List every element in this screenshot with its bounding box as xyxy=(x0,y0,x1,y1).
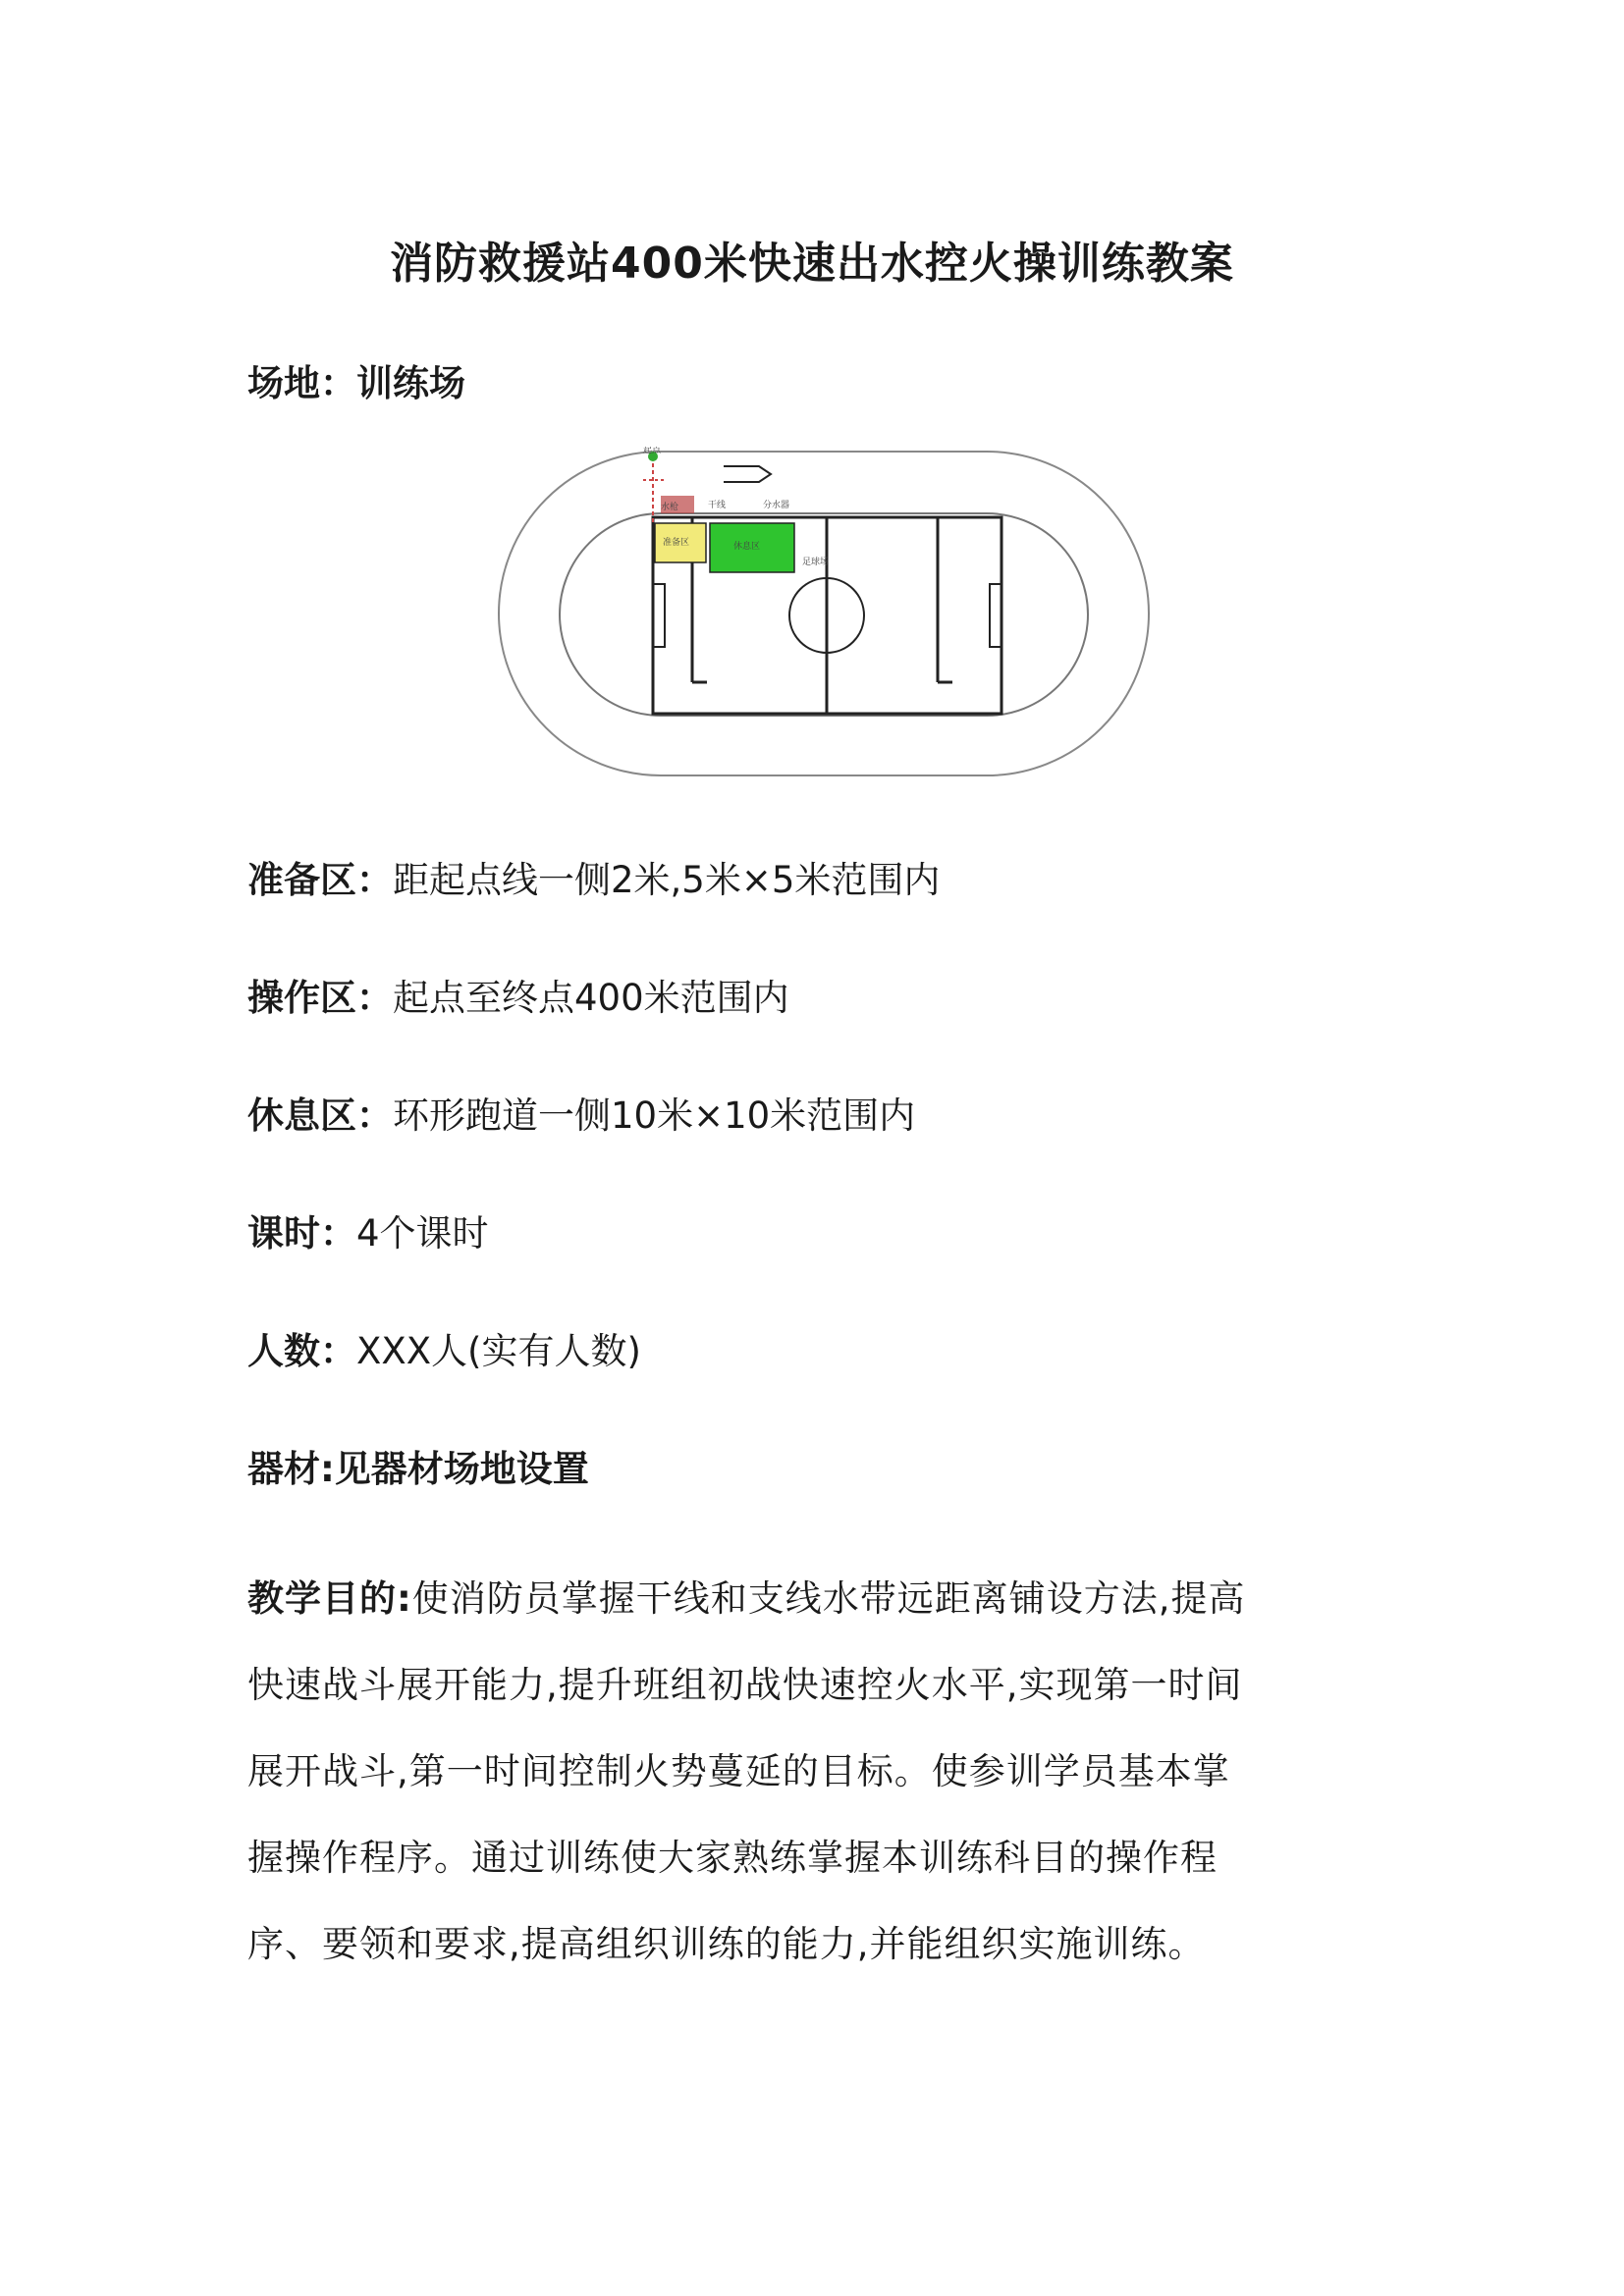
training-field-diagram xyxy=(496,447,1154,785)
diagram-label-field: 足球场 xyxy=(802,558,830,567)
equipment-line xyxy=(247,1439,589,1492)
info-value: 距起点线一侧2米,5米×5米范围内 xyxy=(393,859,941,901)
equipment-value: 见器材场地设置 xyxy=(334,1448,589,1490)
direction-arrow xyxy=(724,466,771,482)
venue-label: 场地： xyxy=(247,362,356,404)
info-value: 起点至终点400米范围内 xyxy=(393,977,789,1019)
info-line-rest xyxy=(247,1086,915,1139)
diagram-label-start: 起点 xyxy=(643,447,662,455)
right-goal-box xyxy=(990,584,1001,647)
objective-line: 握操作程序。通过训练使大家熟练掌握本训练科目的操作程 xyxy=(247,1837,1218,1879)
objective-line: 展开战斗,第一时间控制火势蔓延的目标。使参训学员基本掌 xyxy=(247,1750,1230,1792)
info-value: 4个课时 xyxy=(356,1212,489,1255)
info-label: 人数： xyxy=(247,1330,356,1372)
diagram-label-nozzle: 水枪 xyxy=(661,503,679,512)
info-label: 操作区： xyxy=(247,977,393,1019)
info-label: 课时： xyxy=(247,1212,356,1255)
venue-line xyxy=(247,353,465,406)
objective-line: 快速战斗展开能力,提升班组初战快速控火水平,实现第一时间 xyxy=(247,1664,1243,1706)
info-line-hours xyxy=(247,1203,489,1256)
diagram-label-prep: 准备区 xyxy=(663,538,690,548)
info-line-people xyxy=(247,1321,641,1374)
page-title: 消防救援站400米快速出水控火操训练教案 xyxy=(390,239,1234,289)
info-value: 环形跑道一侧10米×10米范围内 xyxy=(393,1095,916,1137)
equipment-label: 器材: xyxy=(247,1448,335,1490)
info-line-operation xyxy=(247,968,789,1021)
diagram-label-rest: 休息区 xyxy=(733,542,761,552)
objective-label: 教学目的: xyxy=(247,1577,412,1620)
objective-line: 使消防员掌握干线和支线水带远距离铺设方法,提高 xyxy=(411,1577,1246,1620)
info-label: 准备区： xyxy=(247,859,393,901)
diagram-label-mainline: 干线 xyxy=(708,501,727,510)
info-line-prep xyxy=(247,850,940,903)
outer-track xyxy=(499,452,1149,775)
left-goal-box xyxy=(653,584,665,647)
objective-paragraph xyxy=(247,1556,1406,1988)
info-value: XXX人(实有人数) xyxy=(356,1330,641,1372)
inner-track xyxy=(560,513,1088,716)
info-label: 休息区： xyxy=(247,1095,393,1137)
diagram-label-splitter: 分水器 xyxy=(763,501,790,510)
objective-line: 序、要领和要求,提高组织训练的能力,并能组织实施训练。 xyxy=(247,1923,1206,1965)
venue-value: 训练场 xyxy=(356,362,465,404)
